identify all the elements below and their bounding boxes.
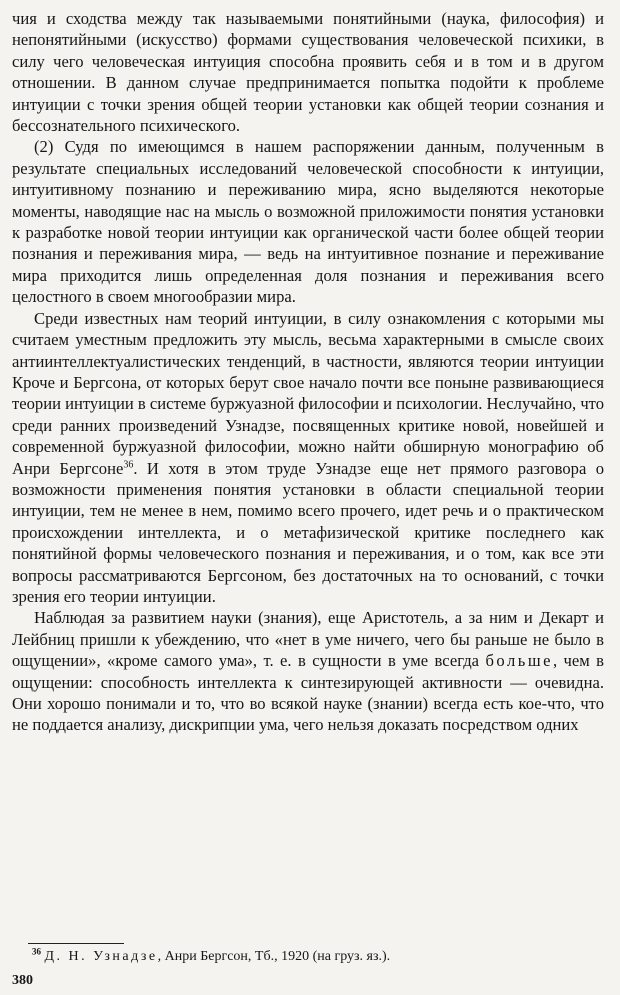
paragraph-3-text-b: . И хотя в этом труде Узнадзе еще нет прямого разговора о возможности применения понятия установки в области специальной теории интуиции, тем не менее в нем, помимо всего прочего, идет речь и о практическом происхождении интеллекта, и о метафизической критике последнего как понятийной формы человеческого познания и переживания, и о том, как все эти вопросы рассматриваются Бергсоном, без достаточных на то оснований, с точки зрения его теории интуиции. (12, 458, 605, 606)
footnote (32, 948, 604, 966)
paragraph-1: чия и сходства между так называемыми понятийными (наука, философия) и непонятийными (искусство) формами существования человеческой психики, в силу чего человеческая интуиция способна проявить себя и в том и в другом отношении. В данном случае предпринимается попытка подойти к проблеме интуиции с точки зрения общей теории установки как общей теории сознания и бессознательного психического. (12, 9, 604, 136)
emphasized-word: больше (485, 651, 553, 671)
paragraph-3-text-a: Среди известных нам теорий интуиции, в силу ознакомления с которыми мы считаем уместным предложить эту мысль, весьма характерными в смысле своих антиинтеллектуалистических тенденций, в частности, являются теории интуиции Кроче и Бергсона, от которых берут свое начало почти все поныне развивающиеся теории интуиции в системе буржуазной философии и психологии. Неслучайно, что среди ранних произведений Узнадзе, посвященных критике новой, новейшей и современной буржуазной философии, можно найти обширную монографию об Анри Бергсоне (12, 308, 604, 478)
paragraph-2: (2) Судя по имеющимся в нашем распоряжении данным, полученным в результате специальных исследований человеческой способности к интуиции, интуитивному познанию и переживанию мира, ясно выделяются некоторые моменты, наводящие нас на мысль о возможной приложимости понятия установки к разработке новой теории интуиции как органической части более общей теории познания и переживания мира, — ведь на интуитивное познание и переживание мира приходится лишь определенная доля познания и переживания всего целостного в своем многообразии мира. (12, 137, 604, 307)
paragraph-3 (12, 308, 604, 608)
footnote-author: Д. Н. Узнадзе (44, 949, 158, 964)
paragraph-4-text-b: , чем в ощущении: способность интеллекта к синтезирующей активности — очевидна. Они хорошо понимали и то, что во всякой науке (знании) всегда есть кое-что, что не поддается анализу, дискрипции ума, чего нельзя доказать посредством одних (12, 651, 604, 735)
paragraph-4 (12, 607, 604, 735)
footnote-reference[interactable]: 36 (123, 459, 134, 470)
page-number: 380 (12, 973, 33, 988)
main-text (12, 8, 604, 736)
footnote-mark: 36 (32, 946, 41, 957)
footnote-divider (28, 943, 124, 944)
footnote-text: , Анри Бергсон, Тб., 1920 (на груз. яз.). (157, 949, 391, 964)
paragraph-4-text-a: Наблюдая за развитием науки (знания), еще Аристотель, а за ним и Декарт и Лейбниц пришли к убеждению, что «нет в уме ничего, чего бы раньше не было в ощущении», «кроме самого ума», т. е. в сущности в уме всегда (12, 608, 604, 671)
